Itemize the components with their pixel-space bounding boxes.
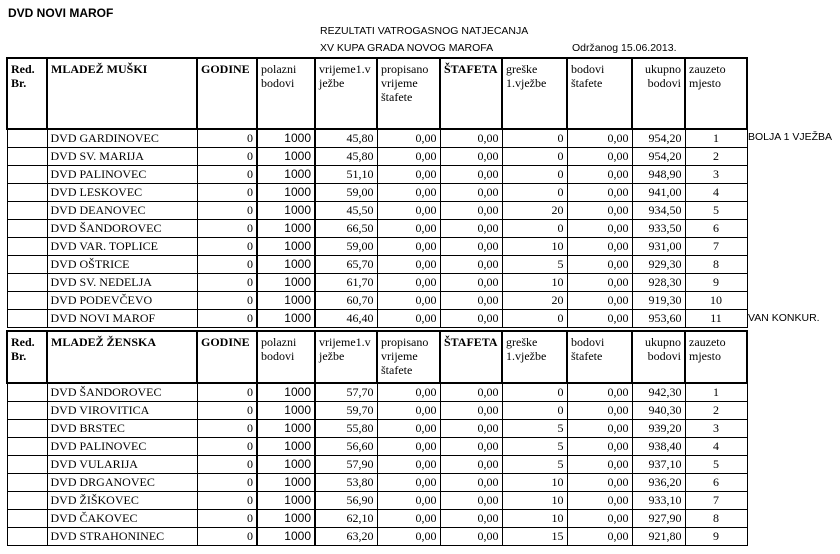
cell-greske: 20	[502, 202, 567, 220]
cell-propisano: 0,00	[377, 474, 440, 492]
cell-mjesto: 5	[685, 202, 747, 220]
cell-godine: 0	[197, 420, 257, 438]
cell-club: DVD DRGANOVEC	[47, 474, 197, 492]
cell-bodovi-stafete: 0,00	[567, 148, 632, 166]
col-category: MLADEŽ ŽENSKA	[47, 331, 197, 383]
row-note: BOLJA 1 VJEŽBA	[748, 131, 833, 143]
col-stafeta: ŠTAFETA	[440, 331, 502, 383]
cell-mjesto: 3	[685, 420, 747, 438]
table-row	[7, 129, 747, 148]
cell-godine: 0	[197, 166, 257, 184]
cell-greske: 5	[502, 420, 567, 438]
table-row	[7, 238, 747, 256]
cell-godine: 0	[197, 256, 257, 274]
cell-polazni: 1000	[257, 256, 315, 274]
cell-club: DVD VULARIJA	[47, 456, 197, 474]
cell-polazni: 1000	[257, 310, 315, 328]
table-row	[7, 383, 747, 402]
cell-ukupno: 933,50	[632, 220, 685, 238]
cell-red-br	[7, 420, 47, 438]
cell-mjesto: 2	[685, 402, 747, 420]
cell-ukupno: 954,20	[632, 129, 685, 148]
cell-propisano: 0,00	[377, 510, 440, 528]
table-row	[7, 202, 747, 220]
cell-club: DVD VIROVITICA	[47, 402, 197, 420]
col-vrijeme: vrijeme1.vježbe	[315, 331, 377, 383]
cell-greske: 0	[502, 402, 567, 420]
cell-godine: 0	[197, 438, 257, 456]
cell-godine: 0	[197, 456, 257, 474]
cell-godine: 0	[197, 383, 257, 402]
cell-red-br	[7, 492, 47, 510]
cell-godine: 0	[197, 510, 257, 528]
cell-stafeta: 0,00	[440, 292, 502, 310]
cell-vrijeme: 59,00	[315, 184, 377, 202]
col-greske: greške 1.vježbe	[502, 58, 567, 129]
cell-vrijeme: 55,80	[315, 420, 377, 438]
cell-mjesto: 1	[685, 129, 747, 148]
cell-mjesto: 7	[685, 238, 747, 256]
cell-stafeta: 0,00	[440, 383, 502, 402]
cell-godine: 0	[197, 129, 257, 148]
cell-stafeta: 0,00	[440, 474, 502, 492]
col-ukupno: ukupno bodovi	[632, 58, 685, 129]
cell-stafeta: 0,00	[440, 148, 502, 166]
cell-polazni: 1000	[257, 129, 315, 148]
cell-club: DVD PODEVČEVO	[47, 292, 197, 310]
results-title: REZULTATI VATROGASNOG NATJECANJA	[320, 25, 529, 37]
cell-stafeta: 0,00	[440, 238, 502, 256]
table-row	[7, 166, 747, 184]
cell-bodovi-stafete: 0,00	[567, 420, 632, 438]
cell-ukupno: 928,30	[632, 274, 685, 292]
female-rows	[7, 383, 747, 546]
cell-bodovi-stafete: 0,00	[567, 274, 632, 292]
cell-propisano: 0,00	[377, 492, 440, 510]
cell-stafeta: 0,00	[440, 420, 502, 438]
cell-godine: 0	[197, 274, 257, 292]
cell-ukupno: 940,30	[632, 402, 685, 420]
cell-godine: 0	[197, 238, 257, 256]
cell-bodovi-stafete: 0,00	[567, 238, 632, 256]
cell-ukupno: 919,30	[632, 292, 685, 310]
cell-polazni: 1000	[257, 420, 315, 438]
cell-propisano: 0,00	[377, 310, 440, 328]
cell-mjesto: 7	[685, 492, 747, 510]
cell-propisano: 0,00	[377, 166, 440, 184]
cell-propisano: 0,00	[377, 220, 440, 238]
col-stafeta: ŠTAFETA	[440, 58, 502, 129]
cell-polazni: 1000	[257, 474, 315, 492]
cell-ukupno: 936,20	[632, 474, 685, 492]
cell-vrijeme: 51,10	[315, 166, 377, 184]
cell-stafeta: 0,00	[440, 184, 502, 202]
cell-bodovi-stafete: 0,00	[567, 492, 632, 510]
cell-club: DVD LESKOVEC	[47, 184, 197, 202]
cell-godine: 0	[197, 220, 257, 238]
cell-ukupno: 954,20	[632, 148, 685, 166]
cell-polazni: 1000	[257, 402, 315, 420]
cell-bodovi-stafete: 0,00	[567, 402, 632, 420]
col-vrijeme: vrijeme1.vježbe	[315, 58, 377, 129]
cell-greske: 5	[502, 438, 567, 456]
col-red-br: Red. Br.	[7, 58, 47, 129]
cell-vrijeme: 60,70	[315, 292, 377, 310]
cell-red-br	[7, 528, 47, 546]
cell-polazni: 1000	[257, 510, 315, 528]
cell-club: DVD PALINOVEC	[47, 166, 197, 184]
cell-club: DVD PALINOVEC	[47, 438, 197, 456]
cell-ukupno: 934,50	[632, 202, 685, 220]
cell-bodovi-stafete: 0,00	[567, 456, 632, 474]
cell-polazni: 1000	[257, 492, 315, 510]
cell-club: DVD SV. NEDELJA	[47, 274, 197, 292]
cell-greske: 10	[502, 238, 567, 256]
event-date: Održanog 15.06.2013.	[572, 42, 677, 54]
col-propisano: propisano vrijeme štafete	[377, 331, 440, 383]
cell-vrijeme: 62,10	[315, 510, 377, 528]
col-ukupno: ukupno bodovi	[632, 331, 685, 383]
cell-vrijeme: 53,80	[315, 474, 377, 492]
cell-polazni: 1000	[257, 220, 315, 238]
cell-stafeta: 0,00	[440, 438, 502, 456]
cell-godine: 0	[197, 292, 257, 310]
cell-stafeta: 0,00	[440, 510, 502, 528]
cell-stafeta: 0,00	[440, 256, 502, 274]
cell-stafeta: 0,00	[440, 492, 502, 510]
cell-ukupno: 927,90	[632, 510, 685, 528]
cell-godine: 0	[197, 202, 257, 220]
cell-red-br	[7, 256, 47, 274]
cell-bodovi-stafete: 0,00	[567, 129, 632, 148]
cell-bodovi-stafete: 0,00	[567, 292, 632, 310]
cell-godine: 0	[197, 528, 257, 546]
col-godine: GODINE	[197, 58, 257, 129]
cell-bodovi-stafete: 0,00	[567, 220, 632, 238]
cell-bodovi-stafete: 0,00	[567, 383, 632, 402]
cell-club: DVD OŠTRICE	[47, 256, 197, 274]
col-propisano: propisano vrijeme štafete	[377, 58, 440, 129]
cell-bodovi-stafete: 0,00	[567, 510, 632, 528]
cell-vrijeme: 66,50	[315, 220, 377, 238]
table-row	[7, 256, 747, 274]
col-bodovi-stafete: bodovi štafete	[567, 58, 632, 129]
cell-propisano: 0,00	[377, 184, 440, 202]
cell-vrijeme: 45,80	[315, 148, 377, 166]
table-row	[7, 438, 747, 456]
cell-mjesto: 2	[685, 148, 747, 166]
cell-polazni: 1000	[257, 292, 315, 310]
cell-greske: 0	[502, 129, 567, 148]
cell-greske: 0	[502, 383, 567, 402]
cell-club: DVD SV. MARIJA	[47, 148, 197, 166]
table-row	[7, 510, 747, 528]
cell-polazni: 1000	[257, 528, 315, 546]
cell-red-br	[7, 238, 47, 256]
cell-club: DVD NOVI MAROF	[47, 310, 197, 328]
cell-mjesto: 1	[685, 383, 747, 402]
cell-stafeta: 0,00	[440, 402, 502, 420]
cell-propisano: 0,00	[377, 129, 440, 148]
cell-mjesto: 11	[685, 310, 747, 328]
cell-vrijeme: 57,90	[315, 456, 377, 474]
cell-mjesto: 5	[685, 456, 747, 474]
cell-red-br	[7, 510, 47, 528]
cell-greske: 0	[502, 220, 567, 238]
cell-mjesto: 9	[685, 274, 747, 292]
table-row	[7, 310, 747, 328]
cell-club: DVD DEANOVEC	[47, 202, 197, 220]
cell-red-br	[7, 402, 47, 420]
cell-red-br	[7, 474, 47, 492]
table-row	[7, 220, 747, 238]
cell-bodovi-stafete: 0,00	[567, 202, 632, 220]
table-row	[7, 292, 747, 310]
table-row	[7, 148, 747, 166]
cell-bodovi-stafete: 0,00	[567, 166, 632, 184]
table-row	[7, 456, 747, 474]
table-row	[7, 492, 747, 510]
cell-club: DVD ČAKOVEC	[47, 510, 197, 528]
cell-club: DVD GARDINOVEC	[47, 129, 197, 148]
cell-polazni: 1000	[257, 166, 315, 184]
cell-propisano: 0,00	[377, 528, 440, 546]
cell-godine: 0	[197, 474, 257, 492]
cell-godine: 0	[197, 310, 257, 328]
cell-mjesto: 4	[685, 438, 747, 456]
cell-red-br	[7, 292, 47, 310]
cell-stafeta: 0,00	[440, 129, 502, 148]
cell-club: DVD ŠANDOROVEC	[47, 220, 197, 238]
cell-propisano: 0,00	[377, 238, 440, 256]
cell-vrijeme: 56,60	[315, 438, 377, 456]
cell-vrijeme: 45,50	[315, 202, 377, 220]
cell-greske: 0	[502, 184, 567, 202]
cell-godine: 0	[197, 402, 257, 420]
male-rows	[7, 129, 747, 328]
cell-polazni: 1000	[257, 202, 315, 220]
cell-red-br	[7, 438, 47, 456]
table-row	[7, 528, 747, 546]
col-category: MLADEŽ MUŠKI	[47, 58, 197, 129]
cell-vrijeme: 59,70	[315, 402, 377, 420]
cell-red-br	[7, 456, 47, 474]
cell-red-br	[7, 383, 47, 402]
cell-propisano: 0,00	[377, 383, 440, 402]
cell-propisano: 0,00	[377, 438, 440, 456]
cell-red-br	[7, 274, 47, 292]
cell-polazni: 1000	[257, 148, 315, 166]
row-note: VAN KONKUR.	[748, 311, 820, 324]
col-red-br: Red. Br.	[7, 331, 47, 383]
female-header-row	[7, 331, 747, 383]
cell-bodovi-stafete: 0,00	[567, 438, 632, 456]
male-results-table	[6, 57, 748, 328]
cell-greske: 5	[502, 256, 567, 274]
cell-polazni: 1000	[257, 184, 315, 202]
cell-polazni: 1000	[257, 383, 315, 402]
cell-red-br	[7, 310, 47, 328]
organization-title: DVD NOVI MAROF	[8, 6, 114, 20]
cell-mjesto: 4	[685, 184, 747, 202]
cell-stafeta: 0,00	[440, 166, 502, 184]
col-bodovi-stafete: bodovi štafete	[567, 331, 632, 383]
cell-ukupno: 931,00	[632, 238, 685, 256]
cell-mjesto: 10	[685, 292, 747, 310]
cell-bodovi-stafete: 0,00	[567, 474, 632, 492]
cell-greske: 20	[502, 292, 567, 310]
cell-greske: 0	[502, 310, 567, 328]
cell-red-br	[7, 184, 47, 202]
cell-vrijeme: 63,20	[315, 528, 377, 546]
male-header-row	[7, 58, 747, 129]
cell-ukupno: 929,30	[632, 256, 685, 274]
cell-ukupno: 948,90	[632, 166, 685, 184]
cell-club: DVD ŽIŠKOVEC	[47, 492, 197, 510]
cell-mjesto: 9	[685, 528, 747, 546]
cell-stafeta: 0,00	[440, 456, 502, 474]
cell-greske: 15	[502, 528, 567, 546]
cell-mjesto: 6	[685, 474, 747, 492]
cell-bodovi-stafete: 0,00	[567, 184, 632, 202]
cell-stafeta: 0,00	[440, 274, 502, 292]
cell-propisano: 0,00	[377, 420, 440, 438]
col-polazni: polazni bodovi	[257, 331, 315, 383]
col-greske: greške 1.vježbe	[502, 331, 567, 383]
cell-godine: 0	[197, 492, 257, 510]
cell-stafeta: 0,00	[440, 528, 502, 546]
cell-propisano: 0,00	[377, 456, 440, 474]
cell-ukupno: 941,00	[632, 184, 685, 202]
table-row	[7, 184, 747, 202]
cell-greske: 0	[502, 148, 567, 166]
cell-vrijeme: 65,70	[315, 256, 377, 274]
cell-ukupno: 953,60	[632, 310, 685, 328]
cell-greske: 10	[502, 492, 567, 510]
cell-club: DVD VAR. TOPLICE	[47, 238, 197, 256]
cell-greske: 5	[502, 456, 567, 474]
cell-propisano: 0,00	[377, 256, 440, 274]
table-row	[7, 420, 747, 438]
cell-ukupno: 942,30	[632, 383, 685, 402]
cell-polazni: 1000	[257, 274, 315, 292]
cell-ukupno: 938,40	[632, 438, 685, 456]
cell-greske: 10	[502, 274, 567, 292]
cell-polazni: 1000	[257, 238, 315, 256]
cell-stafeta: 0,00	[440, 220, 502, 238]
cell-ukupno: 937,10	[632, 456, 685, 474]
cell-polazni: 1000	[257, 456, 315, 474]
col-mjesto: zauzeto mjesto	[685, 331, 747, 383]
cell-club: DVD BRSTEC	[47, 420, 197, 438]
cell-mjesto: 3	[685, 166, 747, 184]
cell-ukupno: 921,80	[632, 528, 685, 546]
cell-ukupno: 939,20	[632, 420, 685, 438]
table-row	[7, 274, 747, 292]
cell-red-br	[7, 148, 47, 166]
cell-bodovi-stafete: 0,00	[567, 310, 632, 328]
cell-propisano: 0,00	[377, 202, 440, 220]
cell-ukupno: 933,10	[632, 492, 685, 510]
col-polazni: polazni bodovi	[257, 58, 315, 129]
cell-mjesto: 8	[685, 256, 747, 274]
cell-stafeta: 0,00	[440, 310, 502, 328]
cell-bodovi-stafete: 0,00	[567, 256, 632, 274]
cell-mjesto: 8	[685, 510, 747, 528]
cell-stafeta: 0,00	[440, 202, 502, 220]
cell-club: DVD ŠANDOROVEC	[47, 383, 197, 402]
cell-red-br	[7, 202, 47, 220]
cell-vrijeme: 59,00	[315, 238, 377, 256]
cell-vrijeme: 57,70	[315, 383, 377, 402]
cup-title: XV KUPA GRADA NOVOG MAROFA	[320, 42, 494, 54]
table-row	[7, 474, 747, 492]
col-godine: GODINE	[197, 331, 257, 383]
cell-polazni: 1000	[257, 438, 315, 456]
cell-bodovi-stafete: 0,00	[567, 528, 632, 546]
cell-godine: 0	[197, 148, 257, 166]
cell-propisano: 0,00	[377, 402, 440, 420]
col-mjesto: zauzeto mjesto	[685, 58, 747, 129]
cell-propisano: 0,00	[377, 292, 440, 310]
cell-club: DVD STRAHONINEC	[47, 528, 197, 546]
cell-propisano: 0,00	[377, 148, 440, 166]
cell-red-br	[7, 129, 47, 148]
cell-godine: 0	[197, 184, 257, 202]
cell-vrijeme: 61,70	[315, 274, 377, 292]
cell-vrijeme: 56,90	[315, 492, 377, 510]
table-row	[7, 402, 747, 420]
cell-vrijeme: 46,40	[315, 310, 377, 328]
cell-greske: 0	[502, 166, 567, 184]
cell-greske: 10	[502, 510, 567, 528]
cell-propisano: 0,00	[377, 274, 440, 292]
cell-red-br	[7, 220, 47, 238]
cell-mjesto: 6	[685, 220, 747, 238]
female-results-table	[6, 330, 748, 546]
cell-greske: 10	[502, 474, 567, 492]
cell-red-br	[7, 166, 47, 184]
cell-vrijeme: 45,80	[315, 129, 377, 148]
